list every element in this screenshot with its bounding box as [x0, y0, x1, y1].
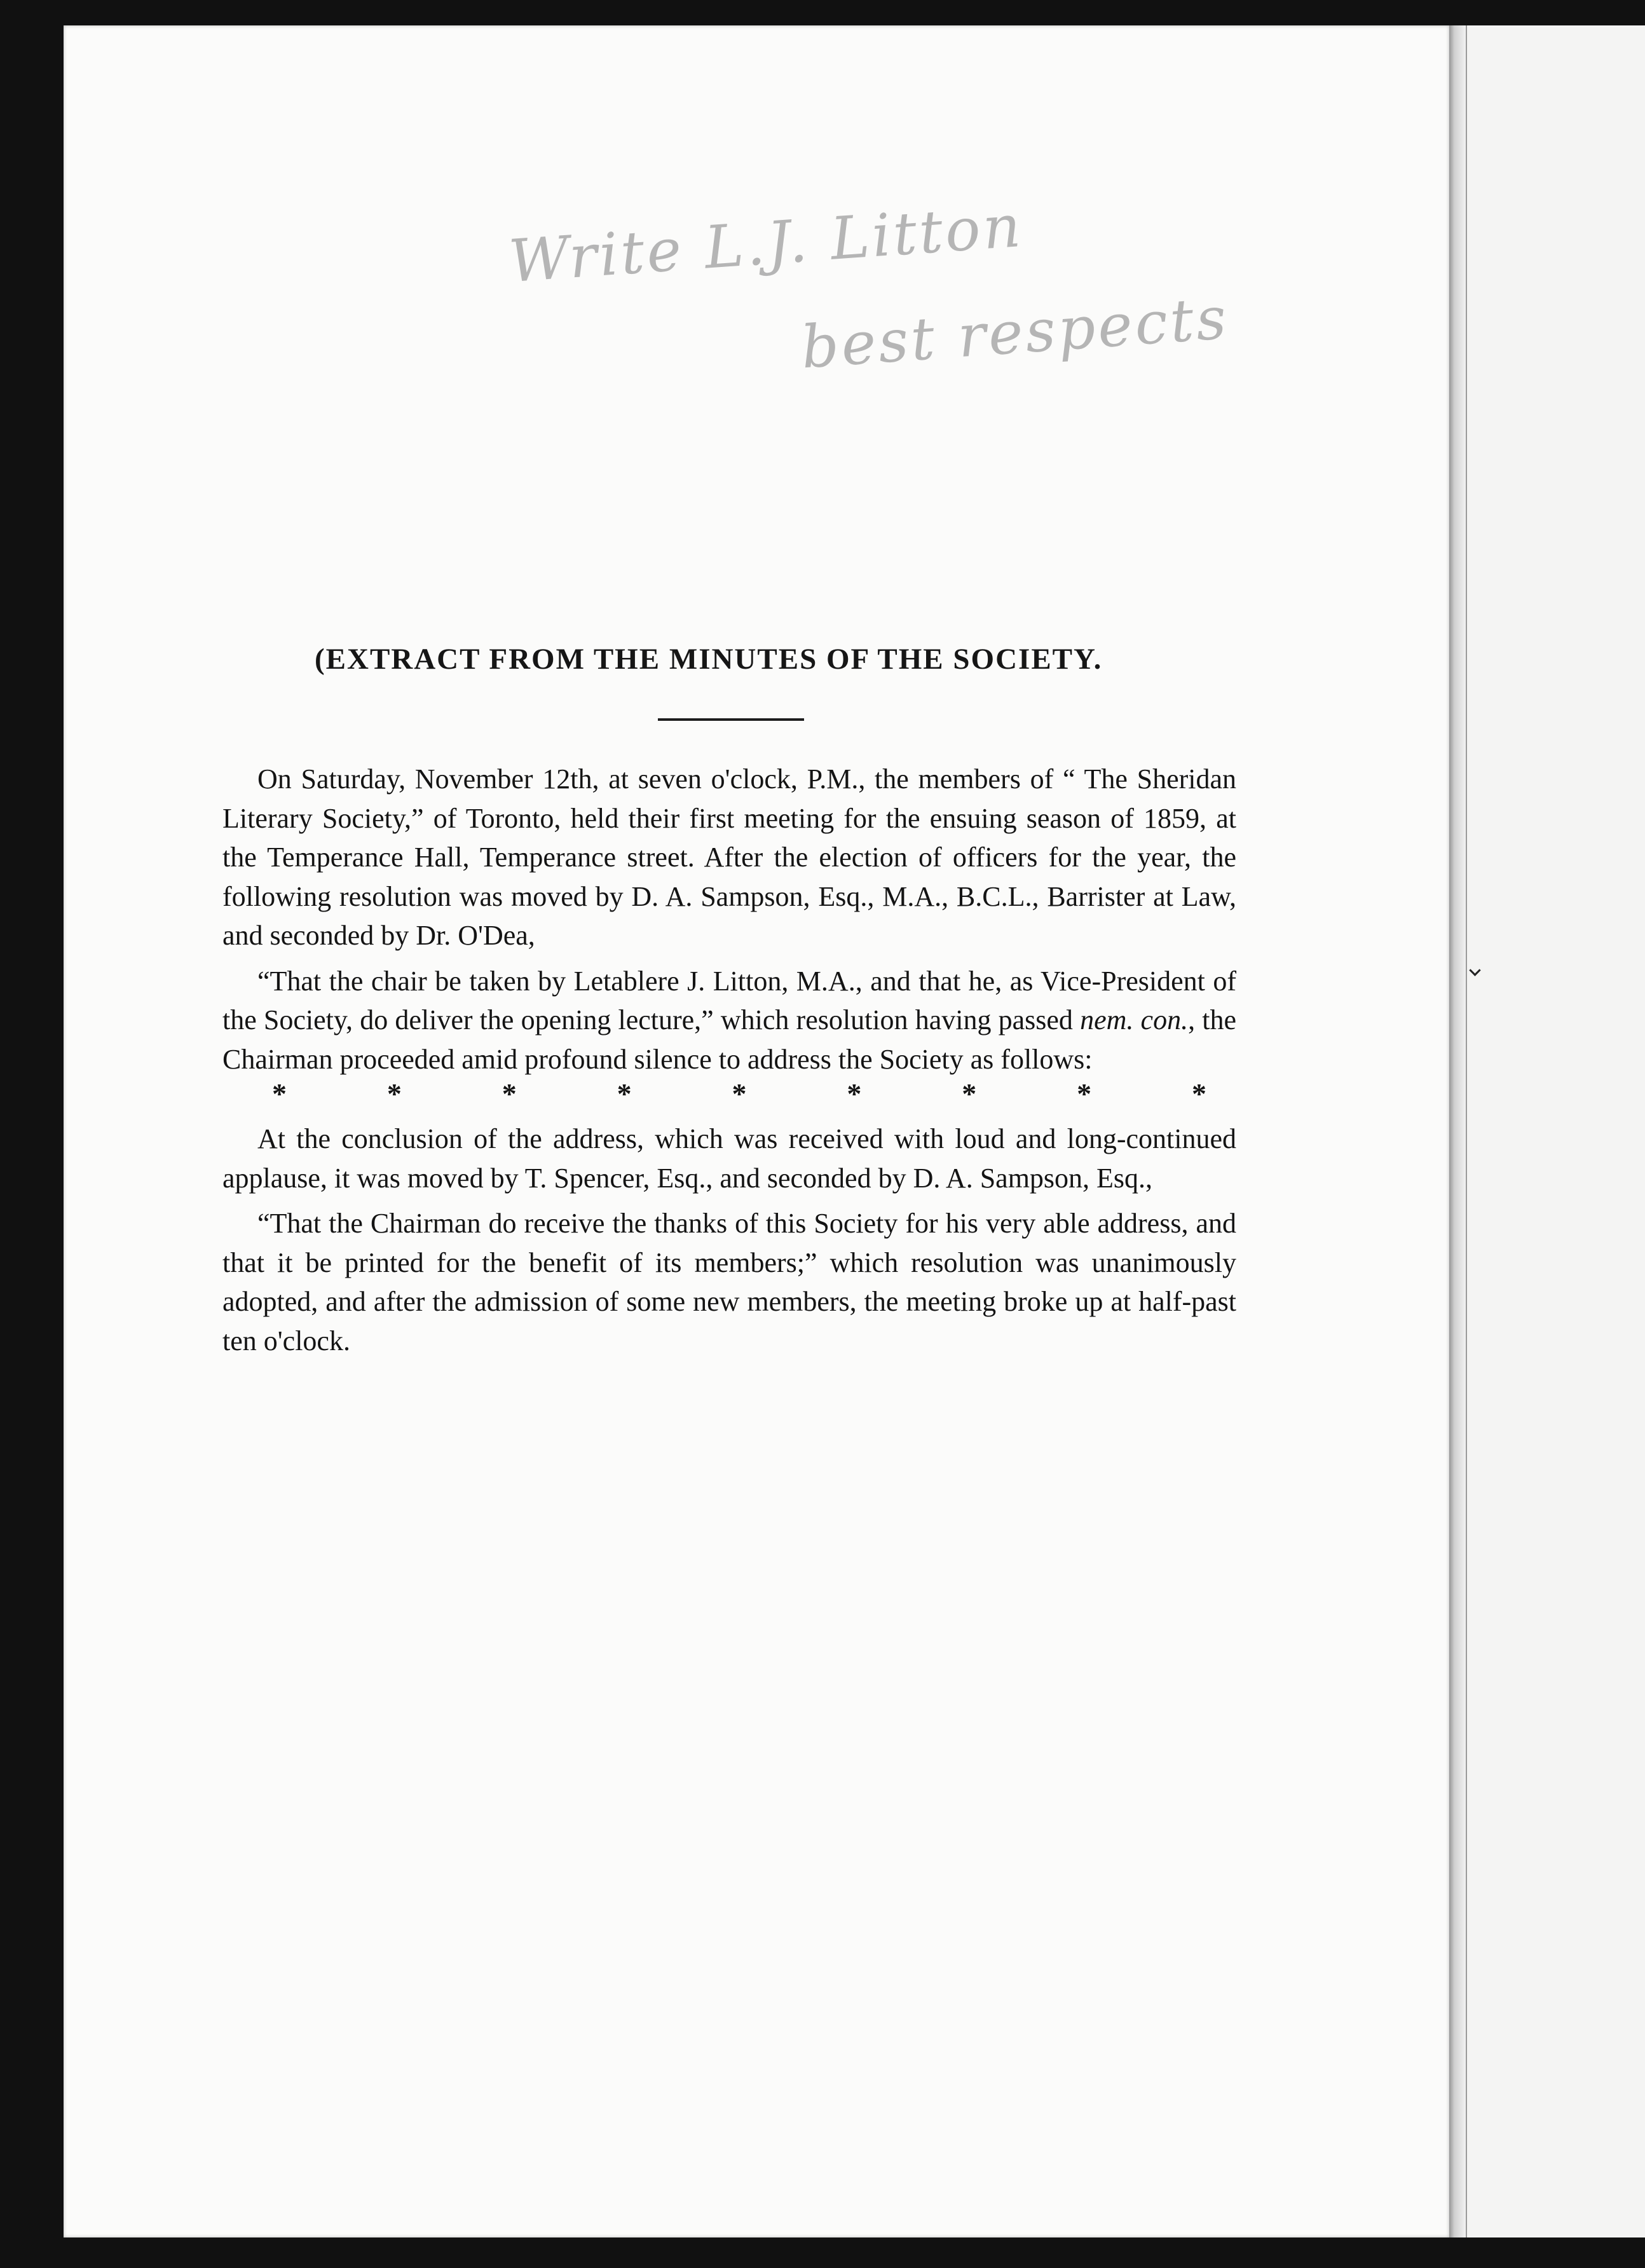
asterisk: *	[732, 1077, 747, 1110]
handwritten-inscription-line-2: best respects	[799, 284, 1231, 382]
latin-phrase: nem. con.	[1080, 1004, 1189, 1035]
asterisk: *	[1077, 1077, 1092, 1110]
asterisk: *	[272, 1077, 287, 1110]
asterisk: *	[386, 1077, 402, 1110]
paragraph-meeting-opening: On Saturday, November 12th, at seven o'clock, P.M., the members of “ The Sheridan Literary Society,” of Toronto, held their first meeting for the ensuing season of 1859, at the Temperance Hall, Temperance street. After the election of officers for the year, the following resolution was moved by D. A. Sampson, Esq., M.A., B.C.L., Barrister at Law, and seconded by Dr. O'Dea,	[222, 763, 1236, 951]
title-divider	[658, 718, 804, 721]
asterisk: *	[847, 1077, 862, 1110]
asterisk: *	[502, 1077, 517, 1110]
paragraph-thanks-resolution: “That the Chairman do receive the thanks of this Society for his very able address, and that it be printed for the benefit of its members;” which resolution was unanimously adopted, and after the admission of some new members, the meeting broke up at half-past ten o'clock.	[222, 1208, 1236, 1356]
asterisk: *	[962, 1077, 977, 1110]
adjacent-page	[1466, 25, 1645, 2237]
page-title: (EXTRACT FROM THE MINUTES OF THE SOCIETY.	[315, 643, 1103, 676]
handwritten-inscription-line-1: Write L.J. Litton	[507, 191, 1025, 296]
paragraph-chair-resolution	[222, 962, 1236, 1079]
page-gutter-shadow	[1447, 25, 1466, 2237]
asterisk: *	[617, 1077, 632, 1110]
resolution-text-start: “That the chair be taken by Letablere J. Litton, M.A., and that he, as Vice-President of the Society, do deliver the opening lecture,” which resolution having passed	[222, 965, 1236, 1035]
minutes-text	[222, 760, 1236, 1360]
asterism-separator	[272, 1075, 1206, 1113]
resolution-text-end: , the Chairman proceeded amid profound silence to address the Society as follows:	[222, 1004, 1236, 1075]
paragraph-conclusion: At the conclusion of the address, which was received with loud and long-continued applause, it was moved by T. Spencer, Esq., and seconded by D. A. Sampson, Esq.,	[222, 1123, 1236, 1194]
asterisk: *	[1192, 1077, 1206, 1110]
